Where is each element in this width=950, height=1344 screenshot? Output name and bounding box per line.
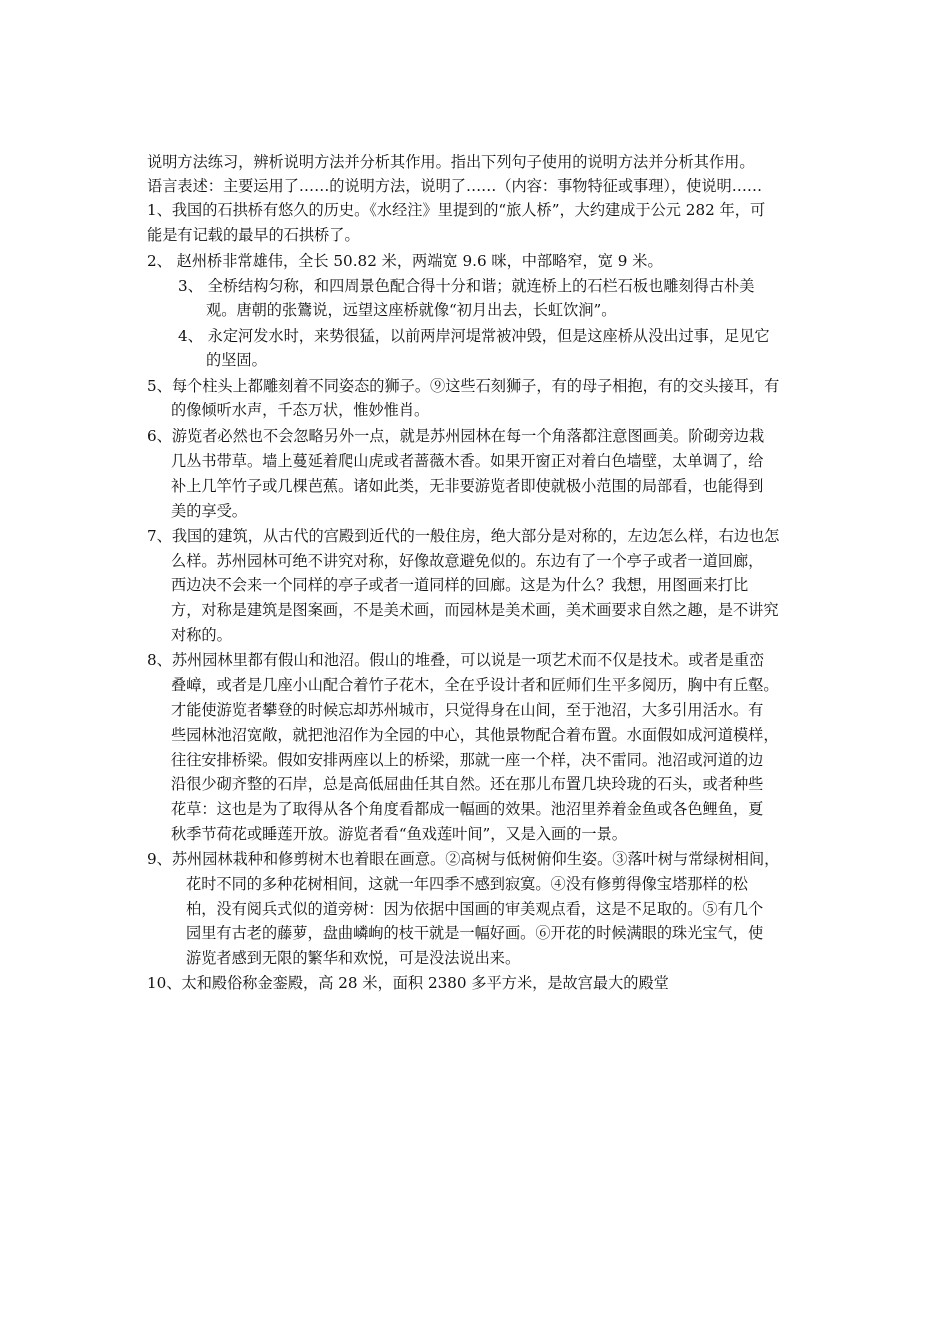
item-3-line: 观。唐朝的张鷟说，远望这座桥就像“初月出去，长虹饮涧”。	[206, 301, 617, 319]
item-8-line: 花草：这也是为了取得从各个角度看都成一幅画的效果。池沼里养着金鱼或各色鲤鱼，夏	[171, 800, 764, 818]
item-7-line: 方，对称是建筑是图案画，不是美术画，而园林是美术画，美术画要求自然之趣，是不讲究	[171, 601, 779, 619]
item-9-line: 园里有古老的藤萝，盘曲嶙峋的枝干就是一幅好画。⑥开花的时候满眼的珠光宝气，使	[186, 924, 764, 942]
item-1-line: 能是有记载的最早的石拱桥了。	[147, 226, 360, 244]
item-5-line: 5、每个柱头上都雕刻着不同姿态的狮子。⑨这些石刻狮子，有的母子相抱，有的交头接耳，有	[147, 377, 780, 395]
item-5-line: 的像倾听水声，千态万状，惟妙惟肖。	[171, 401, 430, 419]
item-7-line: 么样。苏州园林可绝不讲究对称，好像故意避免似的。东边有了一个亭子或者一道回廊，	[171, 552, 764, 570]
item-4-line: 4、 永定河发水时，来势很猛，以前两岸河堤常被冲毁，但是这座桥从没出过事，足见它	[178, 327, 770, 345]
intro-line: 语言表述：主要运用了……的说明方法，说明了……（内容：事物特征或事理），使说明……	[147, 177, 763, 195]
item-7-line: 7、我国的建筑，从古代的宫殿到近代的一般住房，绝大部分是对称的，左边怎么样，右边也怎	[147, 527, 780, 545]
item-2-line: 2、 赵州桥非常雄伟，全长 50.82 米，两端宽 9.6 咪，中部略窄，宽 9 米。	[147, 252, 663, 270]
item-6-line: 几丛书带草。墙上蔓延着爬山虎或者蔷薇木香。如果开窗正对着白色墙壁，太单调了，给	[171, 452, 764, 470]
item-8-line: 沿很少砌齐整的石岸，总是高低屈曲任其自然。还在那儿布置几块玲珑的石头，或者种些	[171, 775, 764, 793]
item-7-line: 对称的。	[171, 626, 232, 644]
item-8-line: 8、苏州园林里都有假山和池沼。假山的堆叠，可以说是一项艺术而不仅是技术。或者是重峦	[147, 651, 765, 669]
item-4-line: 的坚固。	[206, 351, 267, 369]
item-8-line: 叠嶂，或者是几座小山配合着竹子花木，全在乎设计者和匠师们生平多阅历，胸中有丘壑。	[171, 676, 779, 694]
item-1-line: 1、我国的石拱桥有悠久的历史。《水经注》里提到的“旅人桥”，大约建成于公元 282 年，可	[147, 201, 766, 219]
item-7-line: 西边决不会来一个同样的亭子或者一道同样的回廊。这是为什么？我想，用图画来打比	[171, 576, 749, 594]
item-9-line: 游览者感到无限的繁华和欢悦，可是没法说出来。	[186, 949, 521, 967]
item-8-line: 才能使游览者攀登的时候忘却苏州城市，只觉得身在山间，至于池沼，大多引用活水。有	[171, 701, 764, 719]
item-3-line: 3、 全桥结构匀称，和四周景色配合得十分和谐；就连桥上的石栏石板也雕刻得古朴美	[178, 277, 755, 295]
item-10-line: 10、太和殿俗称金銮殿，高 28 米，面积 2380 多平方米，是故宫最大的殿堂	[147, 974, 669, 992]
item-8-line: 往往安排桥梁。假如安排两座以上的桥梁，那就一座一个样，决不雷同。池沼或河道的边	[171, 751, 764, 769]
item-9-line: 9、苏州园林栽种和修剪树木也着眼在画意。②高树与低树俯仰生姿。③落叶树与常绿树相间，	[147, 850, 780, 868]
item-9-line: 花时不同的多种花树相间，这就一年四季不感到寂寞。④没有修剪得像宝塔那样的松	[186, 875, 748, 893]
intro-line: 说明方法练习，辨析说明方法并分析其作用。指出下列句子使用的说明方法并分析其作用。	[147, 153, 755, 171]
item-6-line: 美的享受。	[171, 502, 247, 520]
item-6-line: 补上几竿竹子或几棵芭蕉。诸如此类，无非要游览者即使就极小范围的局部看，也能得到	[171, 477, 764, 495]
item-6-line: 6、游览者必然也不会忽略另外一点，就是苏州园林在每一个角落都注意图画美。阶砌旁边栽	[147, 427, 765, 445]
item-8-line: 些园林池沼宽敞，就把池沼作为全园的中心，其他景物配合着布置。水面假如成河道模样，	[171, 726, 779, 744]
item-8-line: 秋季节荷花或睡莲开放。游览者看“鱼戏莲叶间”，又是入画的一景。	[171, 825, 627, 843]
item-9-line: 柏，没有阅兵式似的道旁树：因为依据中国画的审美观点看，这是不足取的。⑤有几个	[186, 900, 764, 918]
